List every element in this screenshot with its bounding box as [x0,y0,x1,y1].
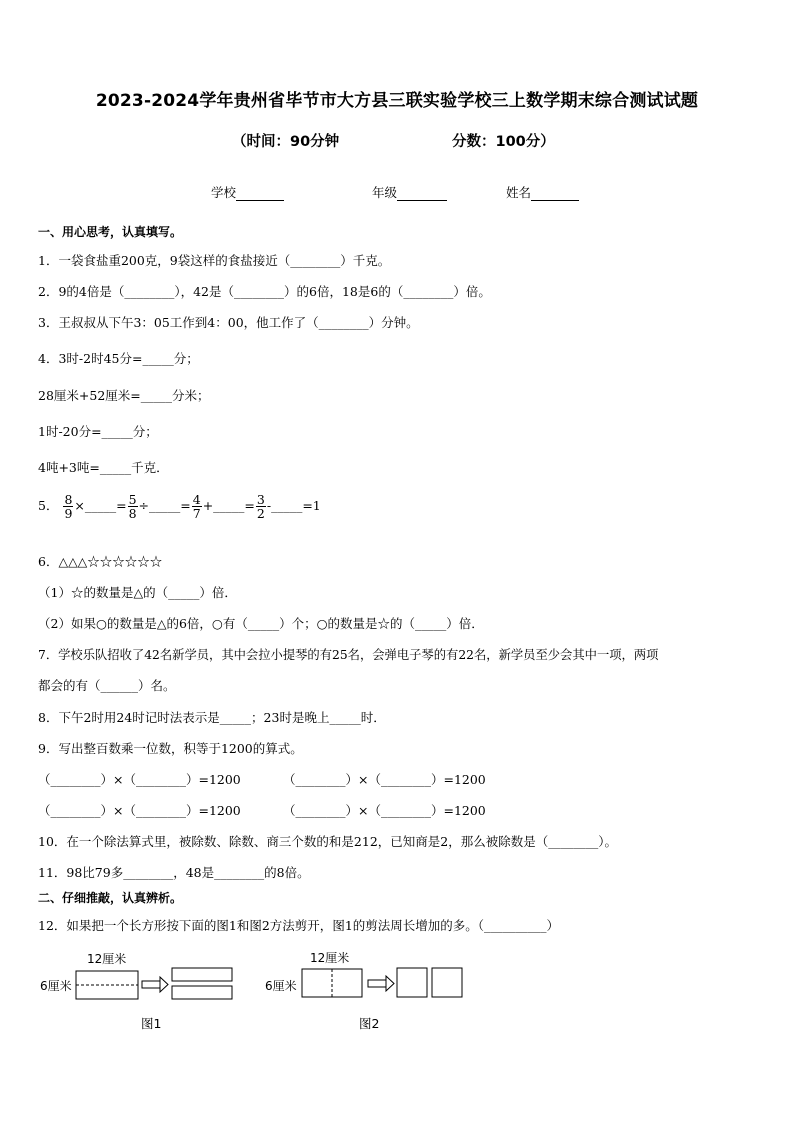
question-9-row-1a: （________）×（________）=1200 [38,772,241,787]
grade-label: 年级 [372,185,398,200]
question-7-line-1: 7．学校乐队招收了42名新学员，其中会拉小提琴的有25名，会弹电子琴的有22名，新学员至少会其中一项，两项 [38,648,659,662]
figure-2 [265,950,462,1031]
document-title: 2023-2024学年贵州省毕节市大方县三联实验学校三上数学期末综合测试试题 [95,91,699,111]
name-field[interactable] [506,183,579,201]
section-2-heading: 二、仔细推敲，认真辨析。 [38,891,183,905]
name-label: 姓名 [506,185,532,200]
school-blank[interactable] [236,186,284,201]
section-1-heading: 一、用心思考，认真填写。 [38,225,183,239]
question-12: 12．如果把一个长方形按下面的图1和图2方法剪开，图1的剪法周长增加的多。（__________） [38,918,560,933]
school-label: 学校 [211,185,237,200]
fraction-5-8: $\frac{5}{8}$ [128,492,137,522]
exam-time: （时间：90分钟 [232,134,340,150]
grade-blank[interactable] [397,186,447,201]
question-11: 11．98比79多________，48是________的8倍。 [38,865,310,880]
fig1-arrow-icon [142,977,168,992]
fig2-piece-right [432,968,462,997]
exam-score: 分数：100分） [452,134,555,150]
fig2-width-label: 12厘米 [310,951,350,965]
figure-1 [40,951,232,1031]
question-7-line-2: 都会的有（______）名。 [38,678,176,693]
grade-field[interactable] [372,183,447,201]
question-10: 10．在一个除法算式里，被除数、除数、商三个数的和是212，已知商是2，那么被除数是（________）。 [38,834,617,849]
question-4c: 1时-20分=_____分； [38,424,158,439]
fig1-height-label: 6厘米 [40,979,72,993]
fig1-width-label: 12厘米 [87,952,127,966]
fig2-height-label: 6厘米 [265,979,297,993]
question-9-row-1b: （________）×（________）=1200 [283,772,486,787]
question-6-2: （2）如果○的数量是△的6倍，○有（_____）个；○的数量是☆的（_____）倍． [38,616,484,631]
fraction-8-9: $\frac{8}{9}$ [64,492,73,522]
fig1-piece-top [172,968,232,981]
fig2-arrow-icon [368,976,394,991]
name-blank[interactable] [531,186,579,201]
question-5-prefix: 5． [38,498,59,514]
question-2: 2．9的4倍是（________），42是（________）的6倍，18是6的（________）倍。 [38,284,491,299]
fig2-piece-left [397,968,427,997]
school-field[interactable] [211,183,284,201]
question-1: 1．一袋食盐重200克，9袋这样的食盐接近（________）千克。 [38,253,391,268]
question-3: 3．王叔叔从下午3：05工作到4：00，他工作了（________）分钟。 [38,315,419,330]
question-9: 9．写出整百数乘一位数，积等于1200的算式。 [38,741,303,756]
question-4a: 4．3时-2时45分=_____分； [38,351,199,366]
question-12-figures [0,940,794,1040]
question-9-row-2b: （________）×（________）=1200 [283,803,486,818]
question-6: 6．△△△☆☆☆☆☆☆ [38,554,163,569]
question-8: 8．下午2时用24时记时法表示是_____；23时是晚上_____时． [38,710,386,725]
figure-2-caption: 图2 [359,1016,380,1031]
fig2-rectangle [302,969,362,997]
fig1-piece-bottom [172,986,232,999]
q5-part-2: ÷_____= [138,498,191,514]
fraction-4-7: $\frac{4}{7}$ [192,492,201,522]
q5-part-3: +_____= [202,498,255,514]
question-4b: 28厘米+52厘米=_____分米； [38,388,210,403]
question-9-row-2a: （________）×（________）=1200 [38,803,241,818]
question-6-1: （1）☆的数量是△的（_____）倍． [38,585,237,600]
question-4d: 4吨+3吨=_____千克． [38,460,169,475]
q5-part-4: -_____=1 [266,498,321,514]
question-5 [38,493,321,520]
fraction-3-2: $\frac{3}{2}$ [256,492,265,522]
figure-1-caption: 图1 [141,1016,162,1031]
q5-part-1: ×_____= [74,498,127,514]
